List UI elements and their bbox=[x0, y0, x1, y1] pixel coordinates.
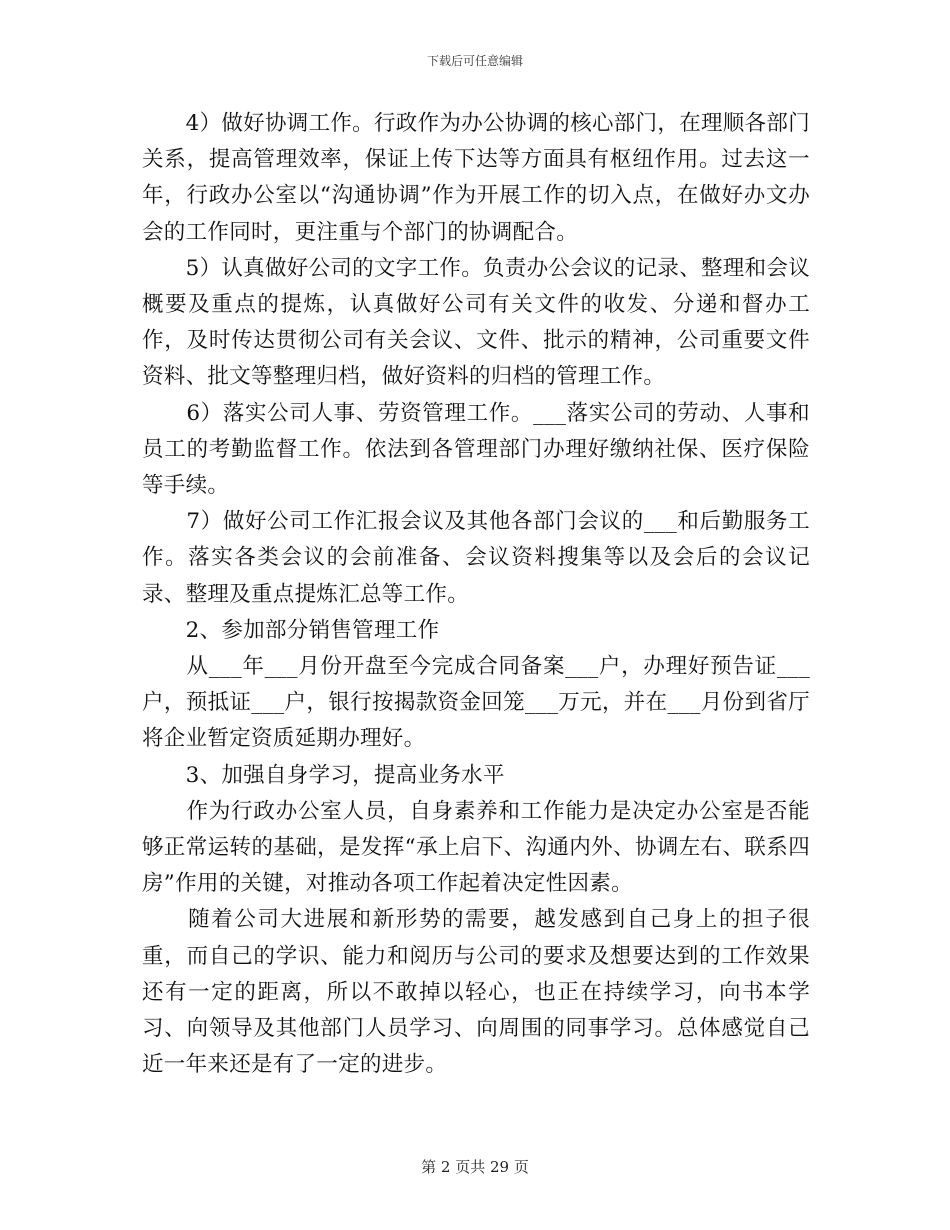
paragraph-documentation: 5）认真做好公司的文字工作。负责办公会议的记录、整理和会议概要及重点的提炼，认真做好公司有关文件的收发、分递和督办工作，及时传达贯彻公司有关会议、文件、批示的精神，公司重要文件资料、批文等整理归档，做好资料的归档的管理工作。 bbox=[142, 255, 810, 390]
page-footer: 第 2 页共 29 页 bbox=[421, 1158, 529, 1176]
paragraph-role: 作为行政办公室人员，自身素养和工作能力是决定办公室是否能够正常运转的基础，是发挥“承上启下、沟通内外、协调左右、联系四房”作用的关键，对推动各项工作起着决定性因素。 bbox=[142, 798, 810, 897]
document-body bbox=[142, 106, 810, 1083]
paragraph-progress: 随着公司大进展和新形势的需要，越发感到自己身上的担子很重，而自己的学识、能力和阅历与公司的要求及想要达到的工作效果还有一定的距离，所以不敢掉以轻心，也正在持续学习，向书本学习、向领导及其他部门人员学习、向周围的同事学习。总体感觉自己近一年来还是有了一定的进步。 bbox=[142, 907, 810, 1078]
paragraph-coordination: 4）做好协调工作。行政作为办公协调的核心部门，在理顺各部门关系，提高管理效率，保证上传下达等方面具有枢纽作用。过去这一年，行政办公室以“沟通协调”作为开展工作的切入点，在做好办文办会的工作同时，更注重与个部门的协调配合。 bbox=[142, 111, 810, 245]
page-header: 下载后可任意编辑 bbox=[426, 54, 523, 68]
section-heading-learning: 3、加强自身学习，提高业务水平 bbox=[142, 762, 505, 788]
section-heading-sales: 2、参加部分销售管理工作 bbox=[142, 617, 440, 643]
paragraph-sales: 从___年___月份开盘至今完成合同备案___户，办理好预告证___户，预抵证___户，银行按揭款资金回笼___万元，并在___月份到省厅将企业暂定资质延期办理好。 bbox=[142, 654, 810, 752]
paragraph-personnel: 6）落实公司人事、劳资管理工作。___落实公司的劳动、人事和员工的考勤监督工作。依法到各管理部门办理好缴纳社保、医疗保险等手续。 bbox=[142, 400, 810, 499]
paragraph-meetings: 7）做好公司工作汇报会议及其他各部门会议的___和后勤服务工作。落实各类会议的会前准备、会议资料搜集等以及会后的会议记录、整理及重点提炼汇总等工作。 bbox=[142, 509, 810, 607]
